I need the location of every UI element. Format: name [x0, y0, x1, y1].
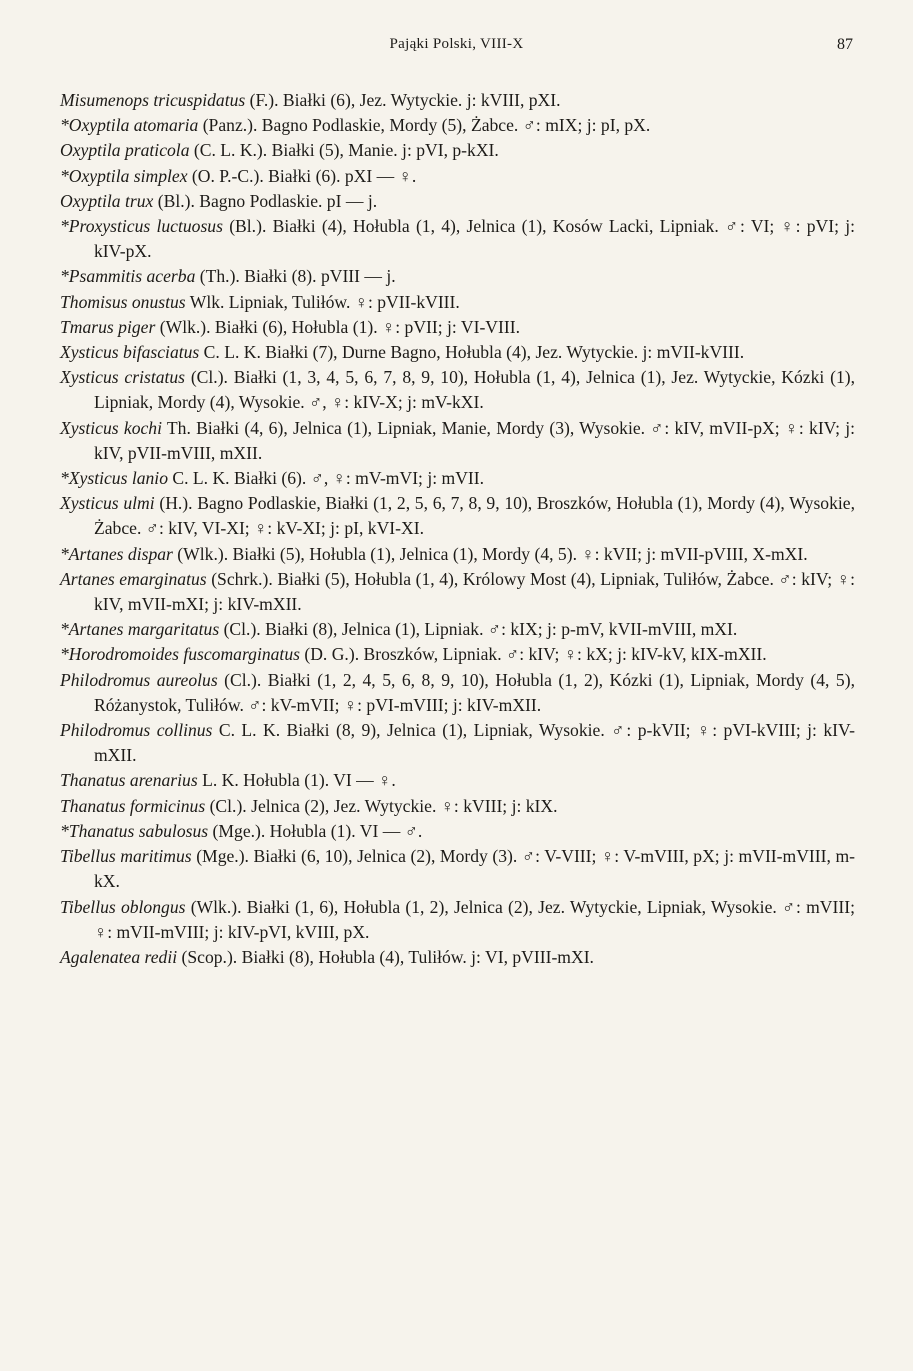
- taxon-name: Xysticus kochi: [60, 417, 162, 438]
- entry-details: (H.). Bagno Podlaskie, Białki (1, 2, 5, 6, 7, 8, 9, 10), Broszków, Hołubla (1), Mordy (4), Wysokie, Żabce. ♂: kIV, VI-XI; ♀: kV-XI; j: pI, kVI-XI.: [94, 493, 855, 539]
- entry-details: Th. Białki (4, 6), Jelnica (1), Lipniak, Manie, Mordy (3), Wysokie. ♂: kIV, mVII-pX; ♀: kIV; j: kIV, pVII-mVIII, mXII.: [94, 417, 855, 463]
- species-entry: [60, 164, 855, 189]
- entry-details: (F.). Białki (6), Jez. Wytyckie. j: kVIII, pXI.: [245, 90, 561, 110]
- species-entry: [60, 895, 855, 945]
- species-entry: [60, 113, 855, 138]
- taxon-name: Misumenops tricuspidatus: [60, 90, 246, 110]
- species-entry: [60, 945, 855, 970]
- entry-details: C. L. K. Białki (7), Durne Bagno, Hołubla (4), Jez. Wytyckie. j: mVII-kVIII.: [199, 342, 745, 363]
- taxon-name: *Thanatus sabulosus: [60, 820, 209, 841]
- entry-details: (Cl.). Białki (1, 3, 4, 5, 6, 7, 8, 9, 10), Hołubla (1, 4), Jelnica (1), Jez. Wytyckie, Kózki (1), Lipniak, Mordy (4), Wysokie. ♂, ♀: kIV-X; j: mV-kXI.: [94, 367, 855, 413]
- species-entry: [60, 88, 855, 113]
- species-entry: [60, 794, 855, 819]
- taxon-name: Philodromus collinus: [60, 720, 213, 741]
- taxon-name: Xysticus ulmi: [60, 493, 155, 514]
- taxon-name: Thanatus formicinus: [60, 795, 206, 816]
- taxon-name: Oxyptila trux: [60, 190, 154, 211]
- entry-details: (Schrk.). Białki (5), Hołubla (1, 4), Królowy Most (4), Lipniak, Tuliłów, Żabce. ♂: kIV; ♀: kIV, mVII-mXI; j: kIV-mXII.: [94, 568, 856, 615]
- running-title: Pająki Polski, VIII-X: [389, 36, 524, 52]
- entry-details: (Cl.). Białki (1, 2, 4, 5, 6, 8, 9, 10), Hołubla (1, 2), Kózki (1), Lipniak, Mordy (4, 5), Różanystok, Tuliłów. ♂: kV-mVII; ♀: pVI-mVIII; j: kIV-mXII.: [94, 669, 855, 715]
- taxon-name: *Artanes dispar: [60, 543, 173, 564]
- entry-details: C. L. K. Białki (8, 9), Jelnica (1), Lipniak, Wysokie. ♂: p-kVII; ♀: pVI-kVIII; j: kIV-mXII.: [94, 720, 855, 766]
- page-number: 87: [837, 36, 853, 53]
- entry-details: (Scop.). Białki (8), Hołubla (4), Tuliłów. j: VI, pVIII-mXI.: [177, 946, 594, 967]
- species-entry: [60, 466, 855, 491]
- taxon-name: Agalenatea redii: [60, 946, 178, 967]
- species-entry: [60, 819, 855, 844]
- species-entry: [60, 718, 855, 768]
- taxon-name: *Horodromoides fuscomarginatus: [60, 644, 300, 665]
- species-entry: [60, 315, 855, 340]
- entry-details: (C. L. K.). Białki (5), Manie. j: pVI, p-kXI.: [189, 140, 499, 161]
- taxon-name: *Psammitis acerba: [60, 266, 196, 287]
- species-entry: [60, 365, 855, 415]
- species-list: [60, 88, 855, 970]
- taxon-name: Thomisus onustus: [60, 291, 186, 312]
- entry-details: C. L. K. Białki (6). ♂, ♀: mV-mVI; j: mVII.: [168, 468, 485, 489]
- taxon-name: *Artanes margaritatus: [60, 619, 220, 640]
- entry-details: (Mge.). Hołubla (1). VI — ♂.: [208, 820, 423, 841]
- species-entry: [60, 214, 855, 264]
- species-entry: [60, 416, 855, 466]
- species-entry: [60, 542, 855, 567]
- taxon-name: Philodromus aureolus: [60, 669, 218, 690]
- taxon-name: *Xysticus lanio: [60, 468, 168, 489]
- entry-details: Wlk. Lipniak, Tuliłów. ♀: pVII-kVIII.: [185, 291, 460, 312]
- species-entry: [60, 617, 855, 642]
- taxon-name: Tmarus piger: [60, 316, 156, 337]
- species-entry: [60, 340, 855, 365]
- taxon-name: *Oxyptila atomaria: [60, 115, 199, 136]
- species-entry: [60, 642, 855, 667]
- species-entry: [60, 491, 855, 541]
- entry-details: (Bl.). Bagno Podlaskie. pI — j.: [153, 190, 378, 211]
- taxon-name: *Proxysticus luctuosus: [60, 216, 223, 237]
- entry-details: (Wlk.). Białki (1, 6), Hołubla (1, 2), Jelnica (2), Jez. Wytyckie, Lipniak, Wysokie. ♂: mVIII; ♀: mVII-mVIII; j: kIV-pVI, kVIII, pX.: [94, 896, 855, 942]
- taxon-name: Xysticus bifasciatus: [60, 342, 200, 363]
- species-entry: [60, 290, 855, 315]
- entry-details: (Th.). Białki (8). pVIII — j.: [195, 266, 396, 287]
- entry-details: L. K. Hołubla (1). VI — ♀.: [197, 770, 396, 791]
- taxon-name: Thanatus arenarius: [60, 770, 198, 791]
- taxon-name: Tibellus maritimus: [60, 846, 192, 867]
- taxon-name: *Oxyptila simplex: [60, 165, 188, 186]
- entry-details: (Cl.). Jelnica (2), Jez. Wytyckie. ♀: kVIII; j: kIX.: [205, 795, 558, 816]
- page-header: [60, 36, 853, 58]
- entry-details: (Wlk.). Białki (5), Hołubla (1), Jelnica (1), Mordy (4, 5). ♀: kVII; j: mVII-pVIII, X-mXI.: [172, 543, 808, 564]
- species-entry: [60, 768, 855, 793]
- entry-details: (Wlk.). Białki (6), Hołubla (1). ♀: pVII; j: VI-VIII.: [155, 316, 520, 337]
- entry-details: (O. P.-C.). Białki (6). pXI — ♀.: [187, 165, 417, 186]
- entry-details: (Bl.). Białki (4), Hołubla (1, 4), Jelnica (1), Kosów Lacki, Lipniak. ♂: VI; ♀: pVI; j: kIV-pX.: [94, 216, 856, 262]
- taxon-name: Oxyptila praticola: [60, 140, 190, 161]
- entry-details: (D. G.). Broszków, Lipniak. ♂: kIV; ♀: kX; j: kIV-kV, kIX-mXII.: [299, 644, 767, 665]
- taxon-name: Tibellus oblongus: [60, 896, 186, 917]
- entry-details: (Mge.). Białki (6, 10), Jelnica (2), Mordy (3). ♂: V-VIII; ♀: V-mVIII, pX; j: mVII-mVIII, m-kX.: [94, 846, 855, 892]
- species-entry: [60, 264, 855, 289]
- species-entry: [60, 844, 855, 894]
- species-entry: [60, 189, 855, 214]
- species-entry: [60, 668, 855, 718]
- taxon-name: Xysticus cristatus: [60, 367, 186, 388]
- species-entry: [60, 138, 855, 163]
- entry-details: (Panz.). Bagno Podlaskie, Mordy (5), Żabce. ♂: mIX; j: pI, pX.: [198, 115, 651, 136]
- species-entry: [60, 567, 855, 617]
- taxon-name: Artanes emarginatus: [60, 568, 207, 589]
- entry-details: (Cl.). Białki (8), Jelnica (1), Lipniak. ♂: kIX; j: p-mV, kVII-mVIII, mXI.: [219, 619, 738, 640]
